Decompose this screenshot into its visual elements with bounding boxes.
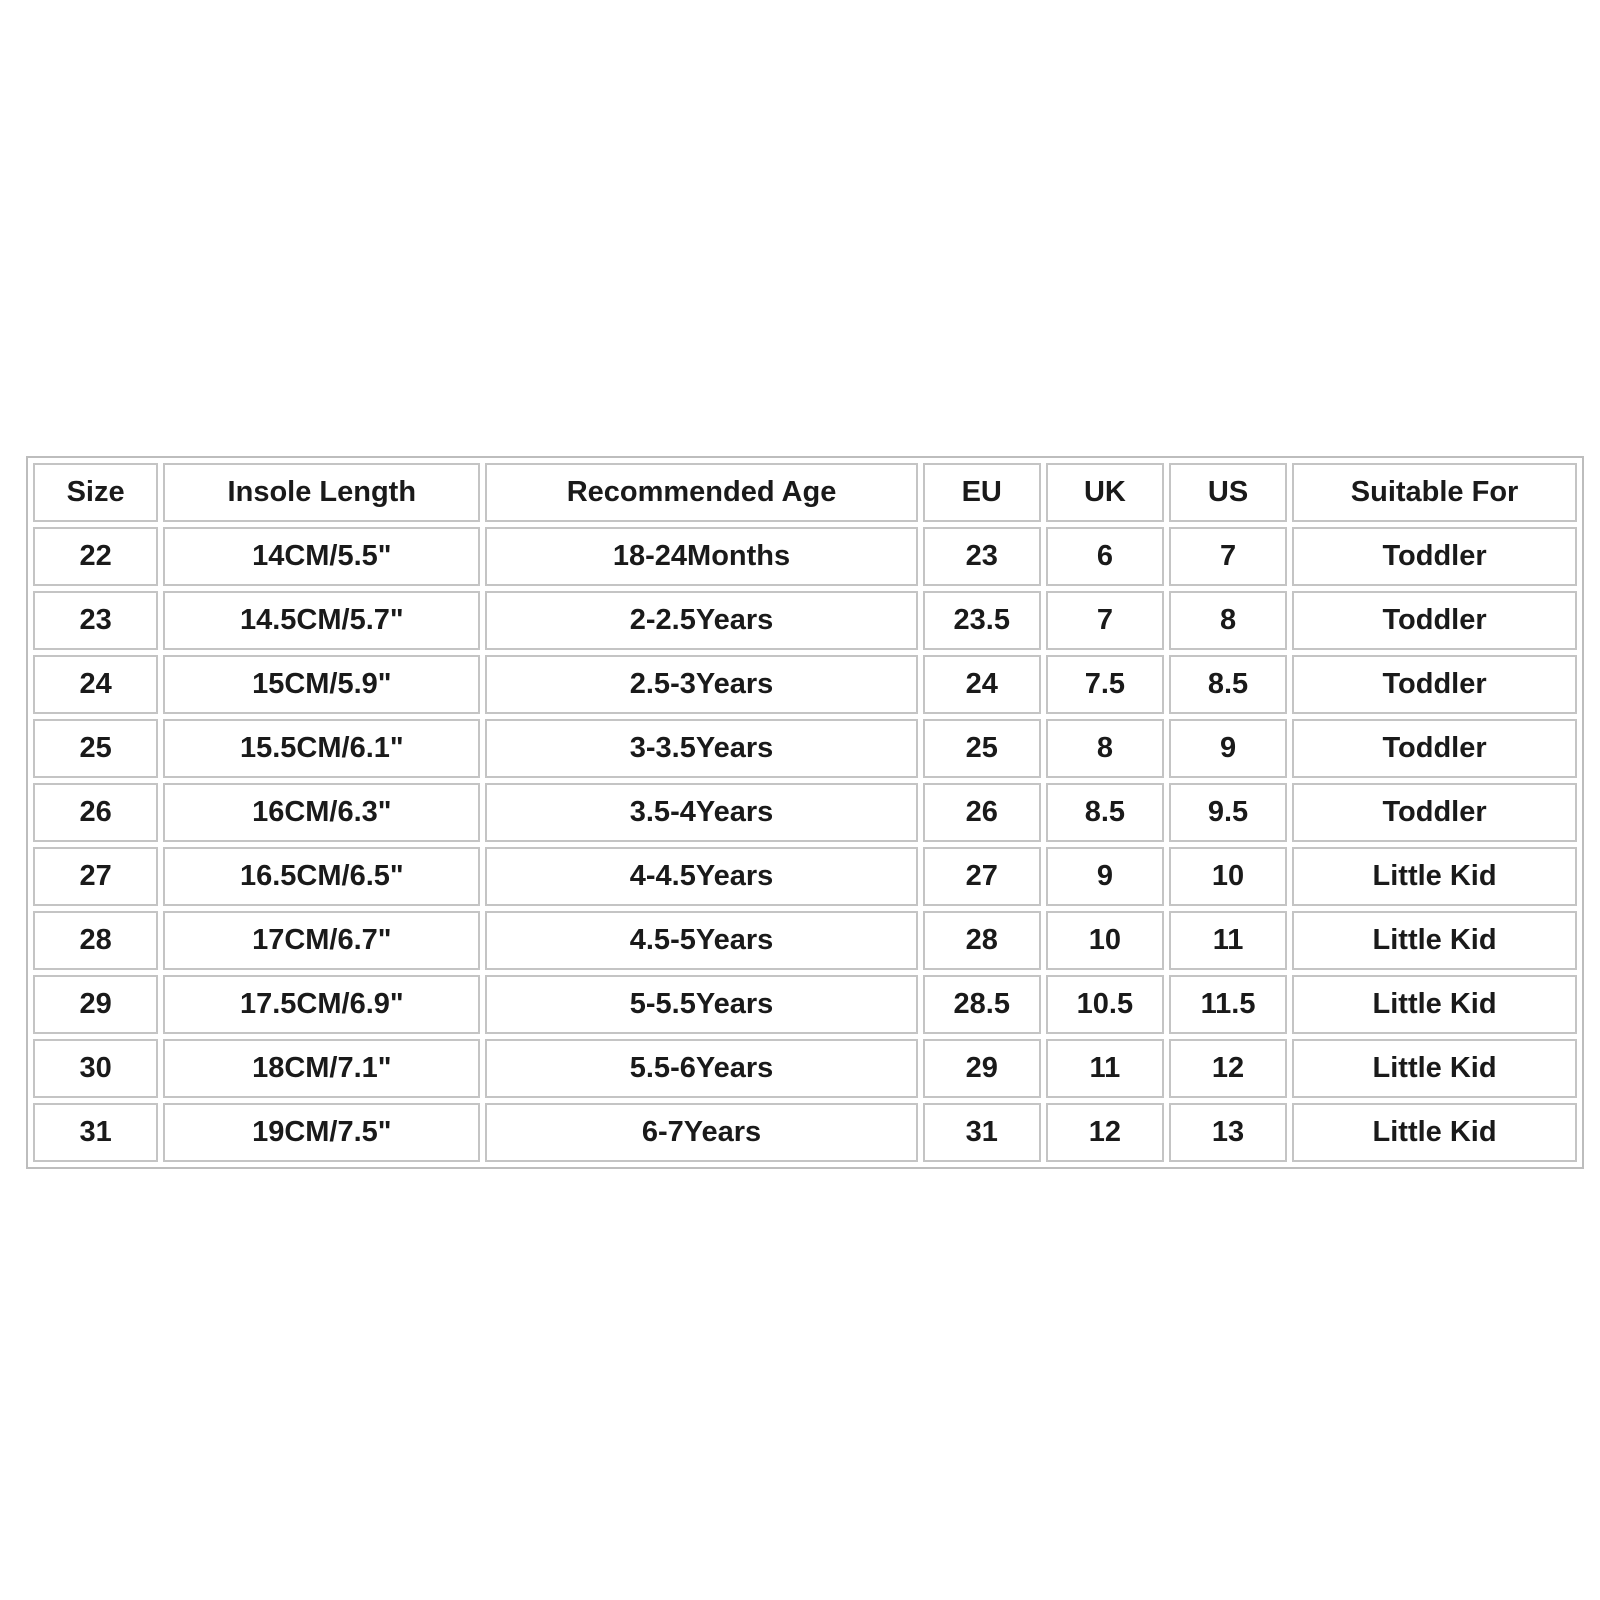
- cell-eu: 28.5: [923, 975, 1041, 1034]
- cell-insole-length: 18CM/7.1": [163, 1039, 480, 1098]
- cell-suitable-for: Toddler: [1292, 719, 1577, 778]
- cell-recommended-age: 18-24Months: [485, 527, 917, 586]
- cell-uk: 10: [1046, 911, 1164, 970]
- cell-suitable-for: Little Kid: [1292, 975, 1577, 1034]
- cell-us: 10: [1169, 847, 1287, 906]
- cell-eu: 23.5: [923, 591, 1041, 650]
- cell-size: 28: [33, 911, 158, 970]
- cell-size: 27: [33, 847, 158, 906]
- cell-eu: 27: [923, 847, 1041, 906]
- table-row: [33, 1039, 1577, 1098]
- table-row: [33, 527, 1577, 586]
- cell-insole-length: 19CM/7.5": [163, 1103, 480, 1162]
- table-row: [33, 847, 1577, 906]
- cell-size: 26: [33, 783, 158, 842]
- cell-size: 25: [33, 719, 158, 778]
- header-suitable-for: Suitable For: [1292, 463, 1577, 522]
- cell-eu: 29: [923, 1039, 1041, 1098]
- cell-suitable-for: Little Kid: [1292, 1039, 1577, 1098]
- cell-uk: 11: [1046, 1039, 1164, 1098]
- cell-recommended-age: 3-3.5Years: [485, 719, 917, 778]
- cell-us: 11.5: [1169, 975, 1287, 1034]
- table-header-row: [33, 463, 1577, 522]
- cell-recommended-age: 5.5-6Years: [485, 1039, 917, 1098]
- cell-uk: 7.5: [1046, 655, 1164, 714]
- cell-uk: 8: [1046, 719, 1164, 778]
- cell-suitable-for: Toddler: [1292, 591, 1577, 650]
- cell-eu: 28: [923, 911, 1041, 970]
- table-row: [33, 655, 1577, 714]
- cell-insole-length: 17.5CM/6.9": [163, 975, 480, 1034]
- size-chart-table: [26, 456, 1584, 1169]
- cell-size: 29: [33, 975, 158, 1034]
- cell-eu: 24: [923, 655, 1041, 714]
- cell-suitable-for: Little Kid: [1292, 911, 1577, 970]
- cell-eu: 23: [923, 527, 1041, 586]
- cell-us: 8.5: [1169, 655, 1287, 714]
- header-recommended-age: Recommended Age: [485, 463, 917, 522]
- cell-recommended-age: 2-2.5Years: [485, 591, 917, 650]
- table-row: [33, 1103, 1577, 1162]
- cell-recommended-age: 2.5-3Years: [485, 655, 917, 714]
- cell-us: 13: [1169, 1103, 1287, 1162]
- cell-suitable-for: Toddler: [1292, 783, 1577, 842]
- cell-recommended-age: 5-5.5Years: [485, 975, 917, 1034]
- cell-insole-length: 14.5CM/5.7": [163, 591, 480, 650]
- cell-eu: 31: [923, 1103, 1041, 1162]
- cell-suitable-for: Little Kid: [1292, 847, 1577, 906]
- cell-insole-length: 15.5CM/6.1": [163, 719, 480, 778]
- cell-suitable-for: Toddler: [1292, 655, 1577, 714]
- cell-size: 23: [33, 591, 158, 650]
- cell-uk: 9: [1046, 847, 1164, 906]
- cell-uk: 7: [1046, 591, 1164, 650]
- cell-suitable-for: Toddler: [1292, 527, 1577, 586]
- cell-us: 9: [1169, 719, 1287, 778]
- table-row: [33, 975, 1577, 1034]
- cell-recommended-age: 6-7Years: [485, 1103, 917, 1162]
- cell-insole-length: 16CM/6.3": [163, 783, 480, 842]
- cell-recommended-age: 4.5-5Years: [485, 911, 917, 970]
- cell-insole-length: 14CM/5.5": [163, 527, 480, 586]
- table-row: [33, 719, 1577, 778]
- cell-uk: 10.5: [1046, 975, 1164, 1034]
- cell-insole-length: 16.5CM/6.5": [163, 847, 480, 906]
- header-uk: UK: [1046, 463, 1164, 522]
- cell-us: 11: [1169, 911, 1287, 970]
- header-eu: EU: [923, 463, 1041, 522]
- cell-uk: 6: [1046, 527, 1164, 586]
- cell-us: 8: [1169, 591, 1287, 650]
- cell-suitable-for: Little Kid: [1292, 1103, 1577, 1162]
- table-row: [33, 783, 1577, 842]
- header-size: Size: [33, 463, 158, 522]
- table-row: [33, 911, 1577, 970]
- cell-us: 12: [1169, 1039, 1287, 1098]
- cell-recommended-age: 4-4.5Years: [485, 847, 917, 906]
- cell-eu: 26: [923, 783, 1041, 842]
- table-row: [33, 591, 1577, 650]
- cell-size: 24: [33, 655, 158, 714]
- cell-insole-length: 17CM/6.7": [163, 911, 480, 970]
- header-us: US: [1169, 463, 1287, 522]
- cell-recommended-age: 3.5-4Years: [485, 783, 917, 842]
- cell-size: 31: [33, 1103, 158, 1162]
- cell-eu: 25: [923, 719, 1041, 778]
- cell-insole-length: 15CM/5.9": [163, 655, 480, 714]
- cell-us: 7: [1169, 527, 1287, 586]
- cell-us: 9.5: [1169, 783, 1287, 842]
- cell-size: 30: [33, 1039, 158, 1098]
- cell-uk: 12: [1046, 1103, 1164, 1162]
- cell-uk: 8.5: [1046, 783, 1164, 842]
- cell-size: 22: [33, 527, 158, 586]
- header-insole-length: Insole Length: [163, 463, 480, 522]
